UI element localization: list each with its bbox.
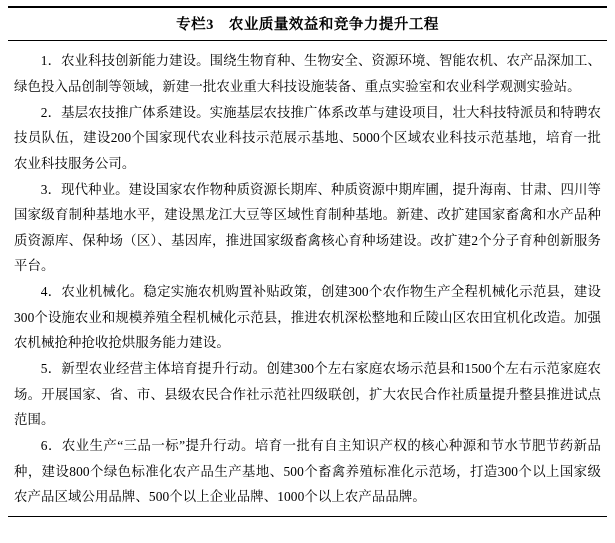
box-body bbox=[8, 41, 607, 510]
paragraph-3: 3．现代种业。建设国家农作物种质资源长期库、种质资源中期库圃，提升海南、甘肃、四川等国家级育制种基地水平，建设黑龙江大豆等区域性育制种基地。新建、改扩建国家畜禽和水产品种质资源库、保种场（区）、基因库，推进国家级畜禽核心育种场建设。改扩建2个分子育种创新服务平台。 bbox=[14, 181, 601, 273]
paragraph-4: 4．农业机械化。稳定实施农机购置补贴政策，创建300个农作物生产全程机械化示范县，建设300个设施农业和规模养殖全程机械化示范县，推进农机深松整地和丘陵山区农田宜机化改造。加强农机械抢种抢收抢烘服务能力建设。 bbox=[14, 284, 601, 350]
paragraph-6: 6．农业生产“三品一标”提升行动。培育一批有自主知识产权的核心种源和节水节肥节药新品种，建设800个绿色标准化农产品生产基地、500个畜禽养殖标准化示范场，打造300个以上国家级农产品区域公用品牌、500个以上企业品牌、1000个以上农产品品牌。 bbox=[14, 438, 601, 504]
box-title-bar bbox=[8, 6, 607, 41]
box-title: 专栏3 农业质量效益和竞争力提升工程 bbox=[176, 17, 439, 33]
paragraph-2: 2．基层农技推广体系建设。实施基层农技推广体系改革与建设项目，壮大科技特派员和特聘农技员队伍，建设200个国家现代农业科技示范展示基地、5000个区域农业科技示范基地，培育一批农业科技服务公司。 bbox=[14, 104, 601, 171]
box-bottom-divider bbox=[8, 516, 607, 517]
paragraph-5: 5．新型农业经营主体培育提升行动。创建300个左右家庭农场示范县和1500个左右示范家庭农场。开展国家、省、市、县级农民合作社示范社四级联创，扩大农民合作社质量提升整县推进试点范围。 bbox=[14, 361, 601, 427]
paragraph-1: 1．农业科技创新能力建设。围绕生物育种、生物安全、资源环境、智能农机、农产品深加工、绿色投入品创制等领域，新建一批农业重大科技设施装备、重点实验室和农业科学观测实验站。 bbox=[14, 53, 601, 94]
